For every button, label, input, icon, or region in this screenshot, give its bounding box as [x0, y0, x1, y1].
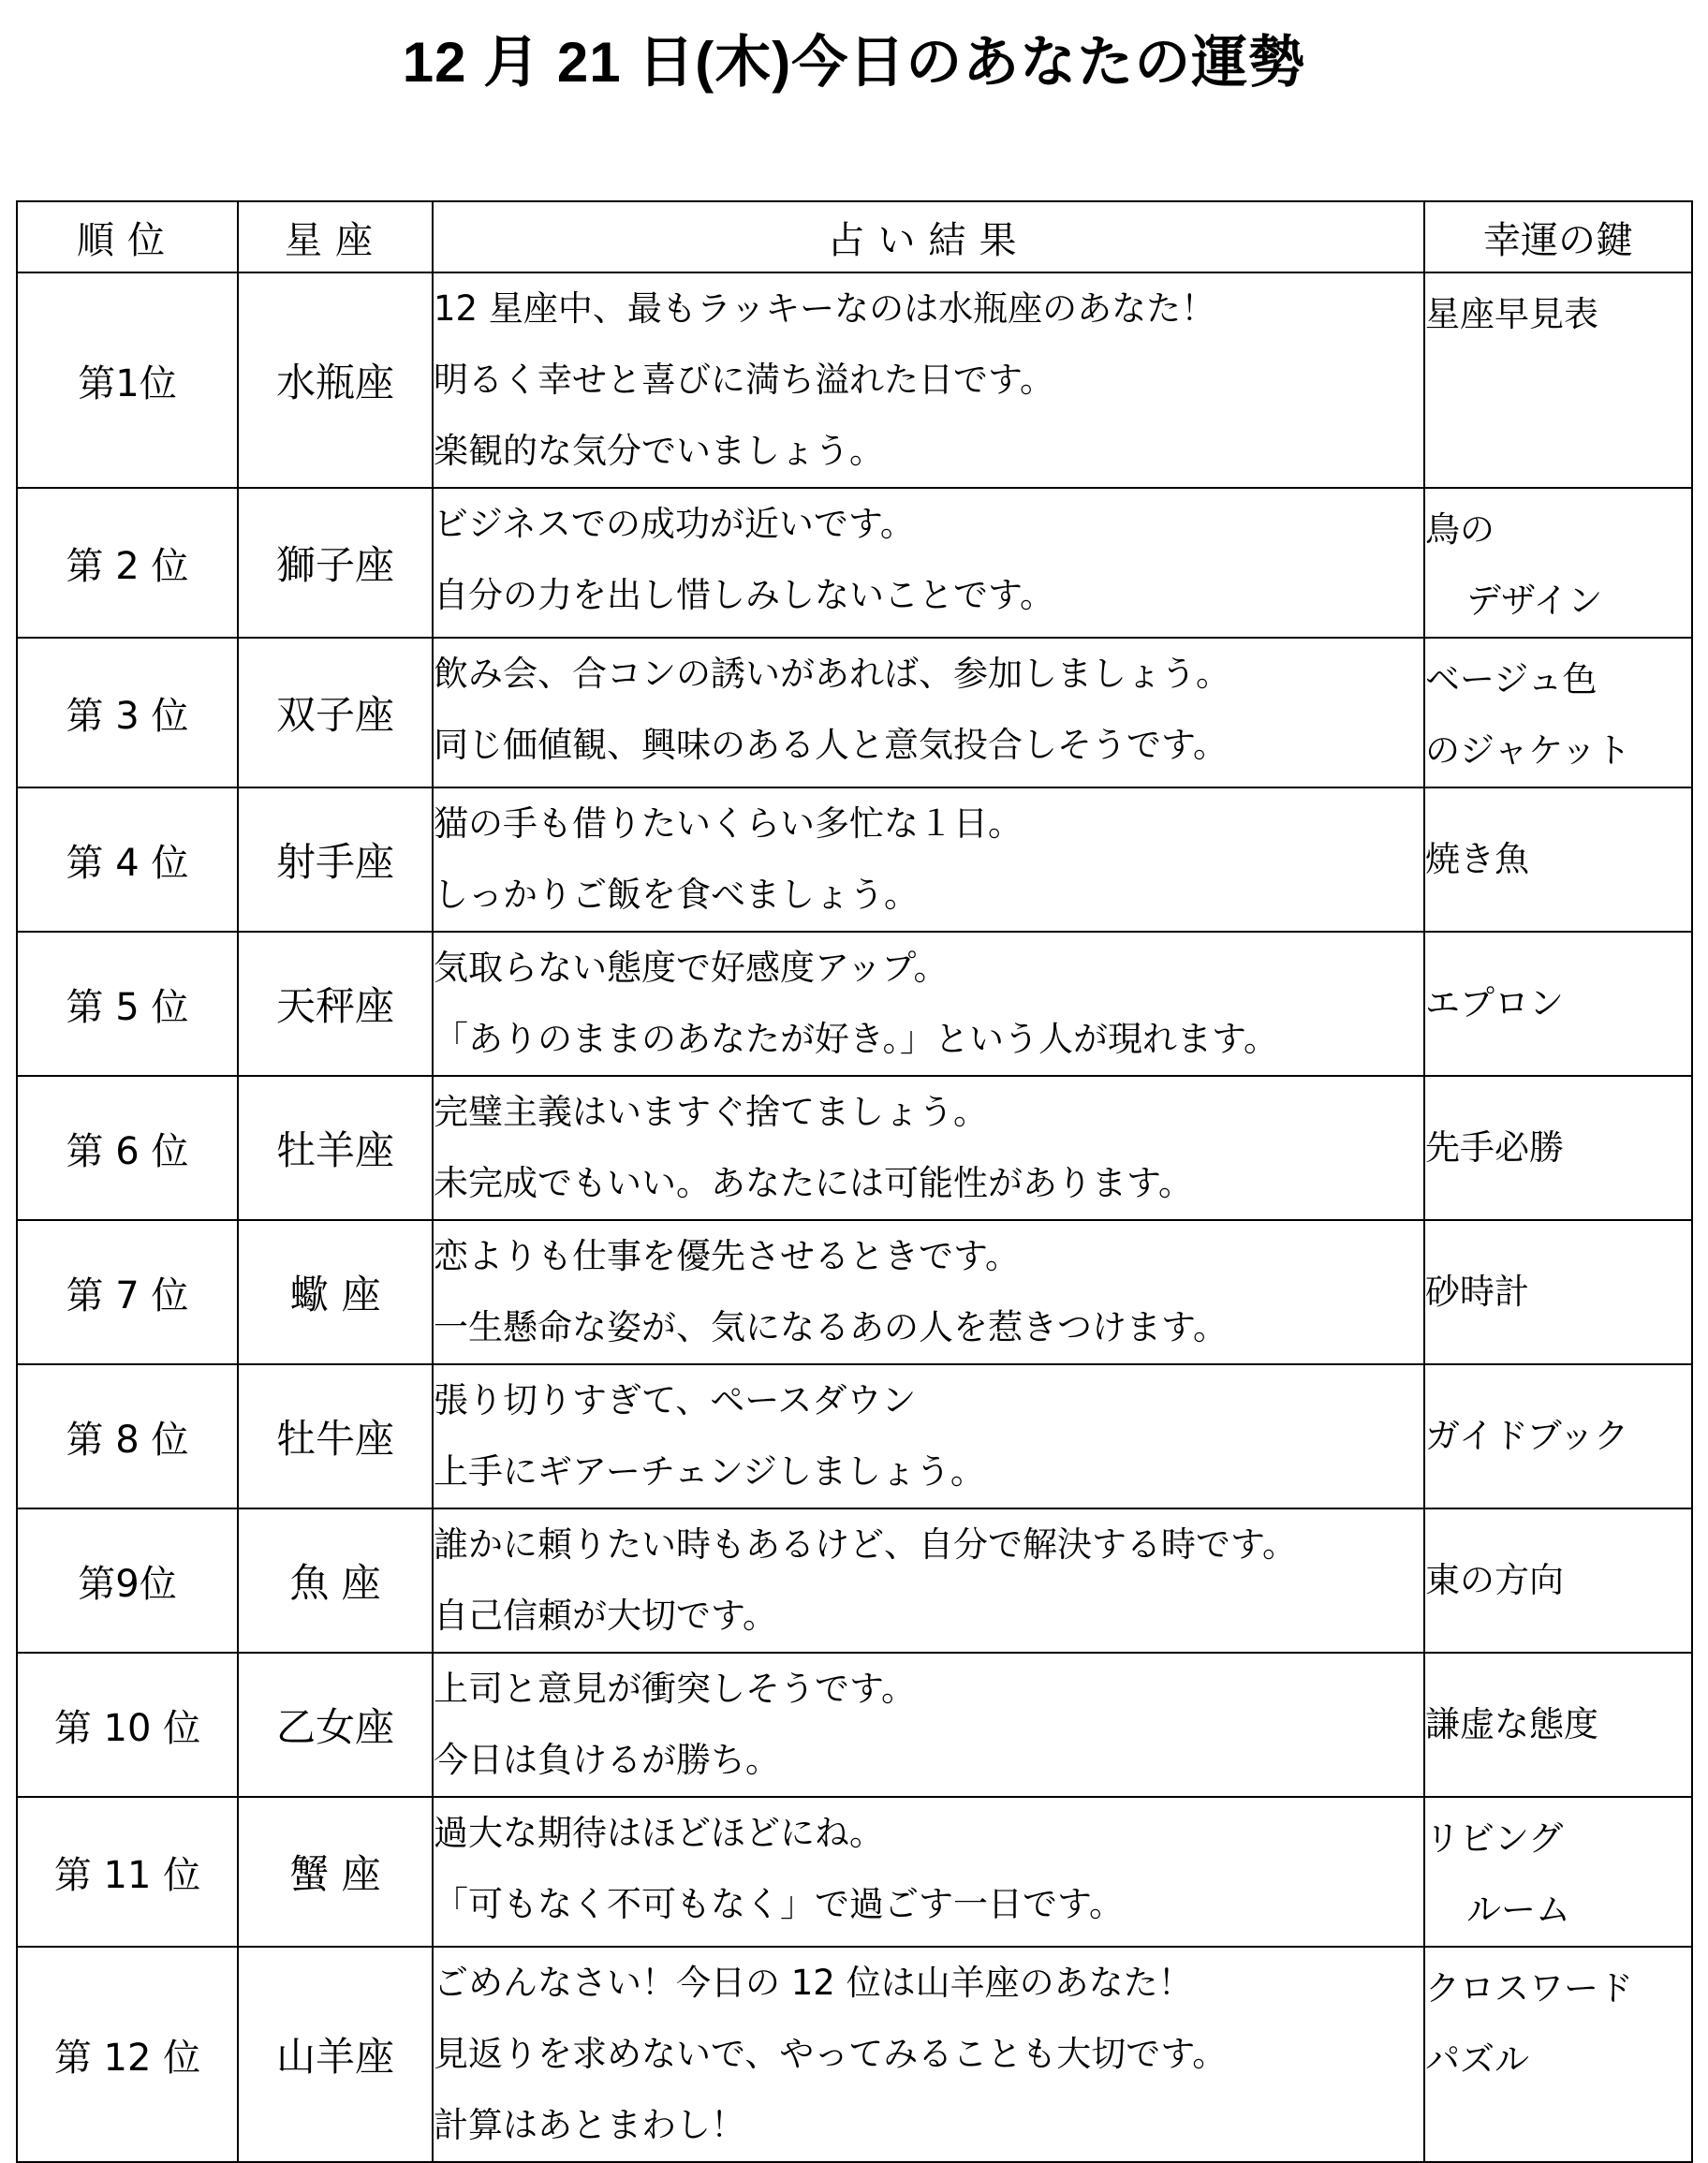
result-line: ビジネスでの成功が近いです。: [434, 504, 915, 544]
result-line: 気取らない態度で好感度アップ。: [434, 948, 949, 988]
sign-cell: 牡牛座: [238, 1364, 433, 1508]
table-row: [17, 638, 1692, 787]
result-cell: [433, 1076, 1424, 1220]
lucky-key-cell: [1424, 1220, 1692, 1364]
result-line: 同じ価値観、興味のある人と意気投合しそうです。: [434, 725, 1229, 765]
rank-cell: 第 2 位: [17, 488, 238, 638]
sign-header: 星座: [238, 201, 433, 272]
lucky-key-line: 砂時計: [1425, 1272, 1529, 1312]
lucky-key-line: 東の方向: [1425, 1560, 1564, 1600]
fortune-table: [16, 200, 1693, 2163]
table-row: [17, 1653, 1692, 1797]
result-cell: [433, 1947, 1424, 2162]
sign-cell: 山羊座: [238, 1947, 433, 2162]
header-row: [17, 201, 1692, 272]
result-line: 上司と意見が衝突しそうです。: [434, 1669, 917, 1709]
result-line: 誰かに頼りたい時もあるけど、自分で解決する時です。: [434, 1524, 1298, 1565]
lucky-key-cell: [1424, 1797, 1692, 1947]
rank-cell: 第1位: [17, 272, 238, 488]
table-row: [17, 1076, 1692, 1220]
result-cell: [433, 932, 1424, 1076]
result-cell: [433, 1508, 1424, 1653]
rank-cell: 第9位: [17, 1508, 238, 1653]
result-cell: [433, 638, 1424, 787]
lucky-key-line: 謙虚な態度: [1425, 1704, 1598, 1744]
result-cell: [433, 1653, 1424, 1797]
rank-cell: 第 5 位: [17, 932, 238, 1076]
table-row: [17, 488, 1692, 638]
table-row: [17, 272, 1692, 488]
table-row: [17, 1220, 1692, 1364]
rank-cell: 第 12 位: [17, 1947, 238, 2162]
lucky-key-line: クロスワード: [1425, 1968, 1633, 2008]
sign-cell: 天秤座: [238, 932, 433, 1076]
lucky-key-line: パズル: [1425, 2039, 1529, 2080]
sign-cell: 射手座: [238, 787, 433, 932]
result-line: 飲み会、合コンの誘いがあれば、参加しましょう。: [434, 654, 1230, 694]
result-line: 一生懸命な姿が、気になるあの人を惹きつけます。: [434, 1307, 1229, 1347]
table-row: [17, 787, 1692, 932]
result-line: 見返りを求めないで、やってみることも大切です。: [434, 2034, 1228, 2074]
sign-cell: 蟹 座: [238, 1797, 433, 1947]
rank-cell: 第 3 位: [17, 638, 238, 787]
lucky-key-cell: [1424, 1653, 1692, 1797]
sign-cell: 魚 座: [238, 1508, 433, 1653]
lucky-key-line: エプロン: [1425, 983, 1564, 1023]
lucky-key-cell: [1424, 932, 1692, 1076]
result-line: しっかりご飯を食べましょう。: [434, 875, 919, 915]
table-row: [17, 1364, 1692, 1508]
table-row: [17, 1947, 1692, 2162]
lucky-key-line: 鳥の: [1425, 509, 1494, 550]
result-line: 12 星座中、最もラッキーなのは水瓶座のあなた！: [434, 288, 1216, 329]
lucky-key-line: 星座早見表: [1425, 294, 1598, 334]
result-cell: [433, 1797, 1424, 1947]
lucky-key-line: ベージュ色: [1425, 659, 1598, 699]
sign-cell: 水瓶座: [238, 272, 433, 488]
sign-cell: 蠍 座: [238, 1220, 433, 1364]
lucky-key-line: のジャケット: [1425, 730, 1631, 771]
result-cell: [433, 787, 1424, 932]
rank-cell: 第 4 位: [17, 787, 238, 932]
lucky-key-cell: [1424, 1076, 1692, 1220]
rank-cell: 第 8 位: [17, 1364, 238, 1508]
lucky-key-line: ガイドブック: [1425, 1416, 1629, 1456]
sign-cell: 乙女座: [238, 1653, 433, 1797]
lucky-key-cell: [1424, 1364, 1692, 1508]
rank-cell: 第 6 位: [17, 1076, 238, 1220]
result-cell: [433, 488, 1424, 638]
lucky-key-cell: [1424, 488, 1692, 638]
table-row: [17, 932, 1692, 1076]
result-header: 占い結果: [433, 201, 1424, 272]
page-title: 12 月 21 日(木)今日のあなたの運勢: [402, 31, 1306, 94]
lucky-key-line: デザイン: [1466, 581, 1603, 621]
result-line: 張り切りすぎて、ペースダウン: [434, 1380, 917, 1420]
lucky-key-cell: [1424, 787, 1692, 932]
result-line: 上手にギアーチェンジしましょう。: [434, 1451, 985, 1492]
result-line: 自己信頼が大切です。: [434, 1596, 778, 1636]
result-line: 自分の力を出し惜しみしないことです。: [434, 575, 1055, 615]
rank-header: 順位: [17, 201, 238, 272]
rank-cell: 第 7 位: [17, 1220, 238, 1364]
lucky-key-cell: [1424, 1508, 1692, 1653]
rank-cell: 第 11 位: [17, 1797, 238, 1947]
lucky-key-line: リビング: [1425, 1818, 1564, 1859]
sign-cell: 獅子座: [238, 488, 433, 638]
result-line: 「ありのままのあなたが好き。」という人が現れます。: [434, 1019, 1279, 1059]
result-line: 楽観的な気分でいましょう。: [434, 431, 884, 471]
lucky-key-cell: [1424, 638, 1692, 787]
lucky-key-cell: [1424, 1947, 1692, 2162]
result-cell: [433, 1364, 1424, 1508]
lucky-key-header: 幸運の鍵: [1424, 201, 1692, 272]
table-row: [17, 1797, 1692, 1947]
result-line: ごめんなさい！今日の 12 位は山羊座のあなた！: [434, 1963, 1193, 2003]
lucky-key-line: 先手必勝: [1425, 1127, 1564, 1168]
result-line: 完璧主義はいますぐ捨てましょう。: [434, 1092, 988, 1132]
result-line: 明るく幸せと喜びに満ち溢れた日です。: [434, 360, 1055, 400]
result-line: 恋よりも仕事を優先させるときです。: [434, 1236, 1021, 1276]
result-cell: [433, 1220, 1424, 1364]
result-line: 計算はあとまわし！: [434, 2105, 745, 2145]
table-row: [17, 1508, 1692, 1653]
lucky-key-cell: [1424, 272, 1692, 488]
result-line: 「可もなく不可もなく」で過ごす一日です。: [434, 1884, 1125, 1924]
result-line: 今日は負けるが勝ち。: [434, 1740, 780, 1780]
lucky-key-line: ルーム: [1466, 1890, 1570, 1930]
result-line: 未完成でもいい。あなたには可能性があります。: [434, 1163, 1194, 1203]
result-line: 猫の手も借りたいくらい多忙な１日。: [434, 803, 1023, 844]
rank-cell: 第 10 位: [17, 1653, 238, 1797]
sign-cell: 牡羊座: [238, 1076, 433, 1220]
lucky-key-line: 焼き魚: [1425, 839, 1529, 879]
sign-cell: 双子座: [238, 638, 433, 787]
result-line: 過大な期待はほどほどにね。: [434, 1813, 884, 1853]
result-cell: [433, 272, 1424, 488]
